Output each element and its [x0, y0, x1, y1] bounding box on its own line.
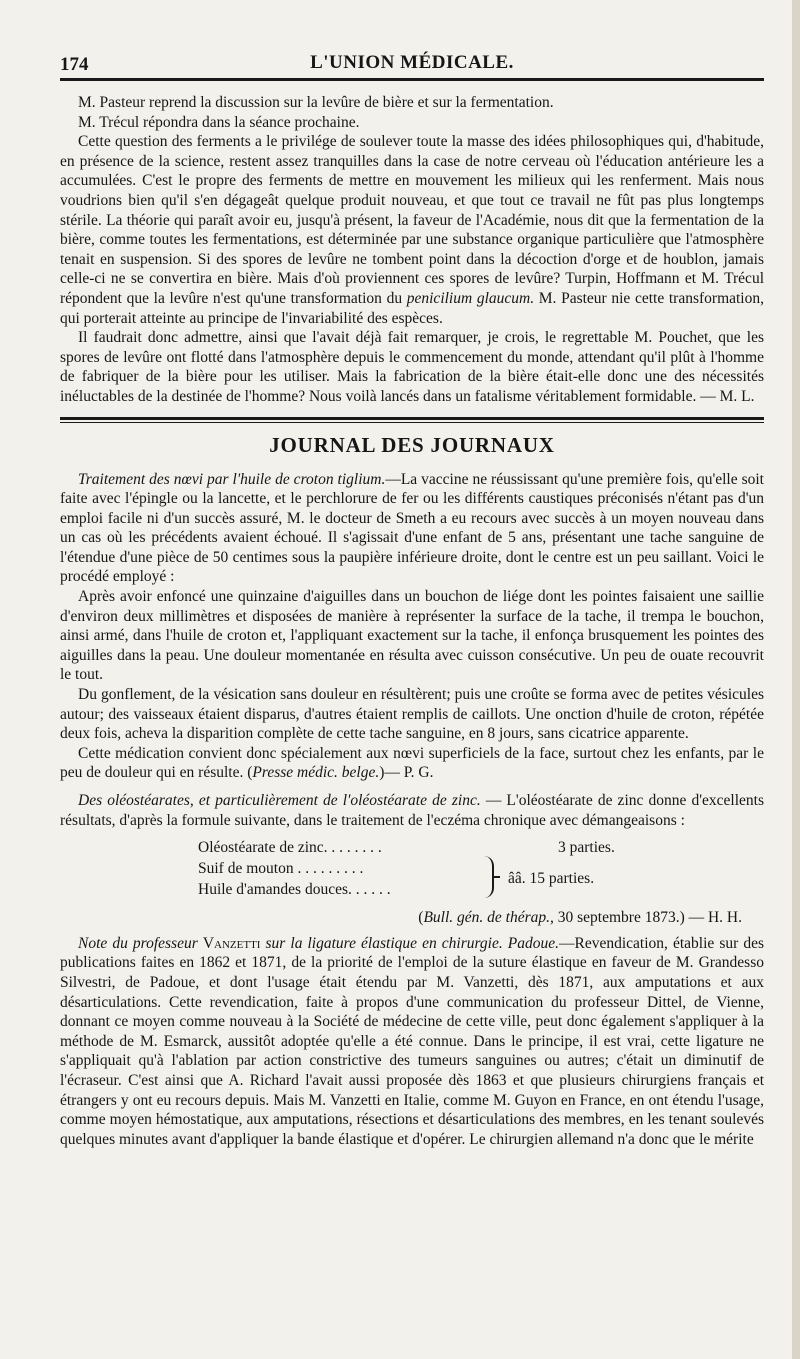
section-divider — [60, 417, 764, 423]
citation-open: ( — [418, 909, 424, 927]
citation-end: 30 septembre 1873.) — H. H. — [553, 909, 742, 927]
article-naevi — [60, 470, 764, 784]
quantity-each: ââ. 15 parties. — [508, 870, 595, 888]
paragraph-ferments — [60, 132, 764, 328]
vanzetti-name: Vanzetti — [202, 934, 261, 952]
article-title-naevi: Traitement des nœvi par l'huile de croton tiglium. — [78, 470, 386, 488]
paragraph-fatalism: Il faudrait donc admettre, ainsi que l'avait déjà fait remarquer, je crois, le regrettable M. Pouchet, que les spores de levûre ont flotté dans l'atmosphère depuis le commencement du monde, attendant qu'il plût à l'homme de fabriquer de la bière pour les utiliser. Mais la fabrication de la bière était-elle donc une des nécessités inéluctables de la destinée de l'homme? Nous voilà lancés dans un fatalisme véritablement formidable. — M. L. — [60, 329, 764, 405]
ingredient-huile: Huile d'amandes douces. . . . . . — [198, 881, 391, 899]
running-head — [60, 44, 764, 81]
paragraph-trecul: M. Trécul répondra dans la séance prochaine. — [78, 113, 360, 131]
naevi-source: Presse médic. belge. — [252, 764, 380, 782]
page-edge-shadow — [792, 0, 800, 1359]
paragraph-naevi-intro — [60, 470, 764, 588]
paragraph-naevi-procedure: Après avoir enfoncé une quinzaine d'aiguilles dans un bouchon de liége dont les pointes faisaient une saillie d'environ deux millimètres et disposées de manière à représenter la surface de la tache, il trempa le bouchon, ainsi armé, dans l'huile de croton et, l'appliquant exactement sur la tache, il enfonça brusquement les pointes des aiguilles dans la peau. Une douleur momentanée en résulta avec cuisson consécutive. Un peu de ouate recouvrit le tout. — [60, 588, 764, 684]
paragraph-naevi-conclusion — [60, 744, 764, 783]
paragraph-pasteur: M. Pasteur reprend la discussion sur la levûre de bière et sur la fermentation. — [78, 94, 554, 111]
paragraph-vanzetti — [60, 934, 764, 1150]
vanzetti-title-b: sur la ligature élastique en chirurgie. Padoue. — [265, 934, 560, 952]
prescription-formula — [198, 838, 628, 900]
article-vanzetti — [60, 934, 764, 1150]
ferments-text: Cette question des ferments a le privilége de soulever toute la masse des idées philosophiques qui, d'habitude, en présence de la science, restent assez tranquilles dans la case de notre cerveau où l'éducation antérieure les a accumulées. C'est le propre des ferments de mettre en mouvement les milieux qui les renferment. Mais nous voudrions bien qu'il s'en dégageât quelque produit nouveau, et que tout ce travail ne fût pas plus longtemps stérile. La théorie qui paraît avoir eu, jusqu'à présent, la faveur de l'Académie, nous dit que la fermentation de la bière, comme toutes les fermentations, est déterminée par une substance organique particulière que l'atmosphère tenait en suspension. Si des spores de levûre ne tombent point dans la décoction d'orge et de houblon, jamais celle-ci ne se convertira en bière. Mais d'où proviennent ces spores de levûre? Turpin, Hoffmann et M. Trécul répondent que la levûre n'est qu'une transformation du — [60, 133, 764, 307]
page-number: 174 — [60, 54, 89, 75]
article-oleostearates — [60, 791, 764, 928]
document-page — [60, 44, 764, 1149]
oleostearate-citation — [60, 908, 764, 928]
oleostearate-intro-text: — L'oléostéarate de zinc donne d'excellents résultats, d'après la formule suivante, dans le traitement de l'eczéma chronique avec démangeaisons : — [60, 792, 764, 829]
academy-report — [60, 93, 764, 407]
quantity-zinc: 3 parties. — [558, 839, 615, 857]
naevi-intro-text: —La vaccine ne réussissant qu'une première fois, qu'elle soit faite avec l'épingle ou la lancette, et le perchlorure de fer ou les différents caustiques préconisés n'étant pas d'un emploi facile ni d'un succès assuré, M. le docteur de Smeth a eu recours avec succès à un moyen nouveau dans un cas où les précédents avaient échoué. Il s'agissait d'une enfant de 5 ans, présentant une tache sanguine de l'étendue d'une pièce de 50 centimes sous la paupière inférieure droite, dont le centre est un peu saillant. Voici le procédé employé : — [60, 470, 764, 586]
paragraph-naevi-result: Du gonflement, de la vésication sans douleur en résultèrent; puis une croûte se forma avec de petites vésicules autour; des vaisseaux étaient disparus, d'autres étaient remplis de caillots. Une onction d'huile de croton, répétée deux fois, acheva la disparition complète de cette tache sanguine, en 8 jours, sans cicatrice apparente. — [60, 686, 764, 743]
vanzetti-text: —Revendication, établie sur des publications faites en 1862 et 1871, de la priorité de l'emploi de la suture élastique en faveur de M. Grandesso Silvestri, de Padoue, et dont l'usage était étendu par M. Vanzetti, dès 1871, aux amputations et aux désarticulations. Cette revendication, faite à propos d'une communication du professeur Dittel, de Vienne, donnant ce moyen comme nouveau à la Société de médecine de cette ville, peut donc également s'appliquer à la méthode de M. Esmarck, aussitôt adoptée qu'elle a été connue. Dans le principe, il est vrai, cette ligature ne s'appliquait qu'à l'ablation par action constrictive des tumeurs sanguines ou autres; c'était un diminutif de l'écraseur. C'est ainsi que A. Richard l'avait aussi proposée dès 1863 et que plusieurs chirurgiens français et étrangers y ont eu recours depuis. Mais M. Vanzetti en Italie, comme M. Guyon en France, en ont étendu l'usage, comme moyen hémostatique, aux amputations, résections et désarticulations des membres, en les tenant soulevés quelques minutes avant d'appliquer la bande élastique et d'opérer. Le chirurgien allemand n'a donc que le mérite — [60, 934, 764, 1148]
article-title-oleostearates: Des oléostéarates, et particulièrement de l'oléostéarate de zinc. — [78, 792, 481, 809]
journal-title: L'UNION MÉDICALE. — [310, 52, 514, 73]
ingredient-suif: Suif de mouton . . . . . . . . . — [198, 860, 364, 878]
penicilium-term: penicilium glaucum. — [406, 289, 535, 307]
brace-icon — [482, 856, 494, 898]
citation-source: Bull. gén. de thérap., — [423, 909, 554, 927]
vanzetti-title-a: Note du professeur — [78, 934, 198, 952]
section-heading: JOURNAL DES JOURNAUX — [269, 432, 555, 457]
ferments-text-end: M. Pasteur nie cette transformation, qui porterait atteinte au principe de l'invariabilité des espèces. — [60, 289, 764, 327]
paragraph-oleostearate-intro — [60, 791, 764, 830]
ingredient-zinc: Oléostéarate de zinc. . . . . . . . — [198, 839, 382, 857]
naevi-signature: )— P. G. — [379, 764, 434, 782]
naevi-conclusion-text: Cette médication convient donc spécialement aux nœvi superficiels de la face, surtout chez les enfants, par le peu de douleur qui en résulte. ( — [60, 744, 764, 782]
